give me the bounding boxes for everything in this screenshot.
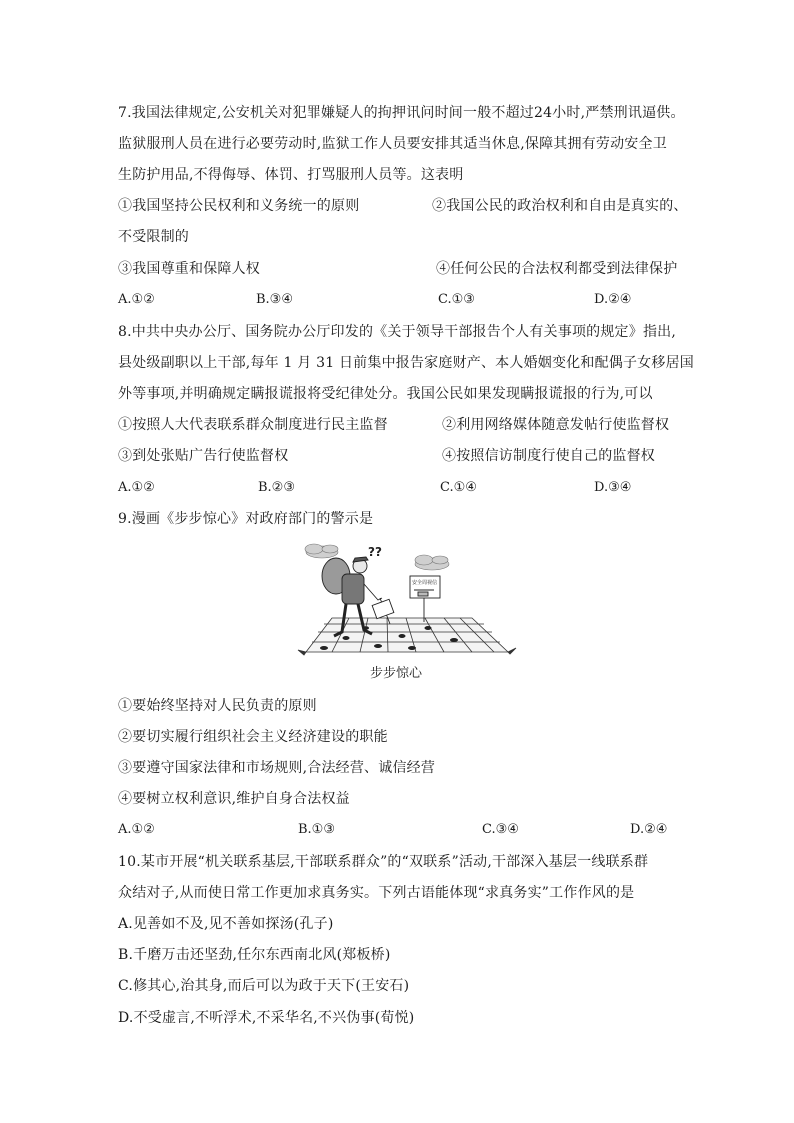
q9-option-b: B.①③ — [298, 822, 335, 837]
q7-statement-4: ④任何公民的合法权利都受到法律保护 — [436, 261, 678, 277]
cartoon-caption: 步步惊心 — [370, 666, 423, 681]
q8-stem-line2: 县处级副职以上干部,每年 1 月 31 日前集中报告家庭财产、本人婚姻变化和配偶子女移居国 — [118, 355, 694, 371]
q10-option-d: D.不受虚言,不听浮术,不采华名,不兴伪事(荀悦) — [118, 1010, 415, 1026]
q9-statement-3: ③要遵守国家法律和市场规则,合法经营、诚信经营 — [118, 760, 436, 776]
cartoon-step-by-step — [284, 540, 522, 660]
q8-option-a: A.①② — [118, 480, 155, 495]
signboard-text: 安全周视信 — [412, 580, 438, 586]
q10-stem-line1: 10.某市开展“机关联系基层,干部联系群众”的“双联系”活动,干部深入基层一线联系群 — [118, 854, 649, 870]
q7-stem-line2: 监狱服刑人员在进行必要劳动时,监狱工作人员要安排其适当休息,保障其拥有劳动安全卫 — [118, 136, 667, 152]
q7-statement-2-cont: 不受限制的 — [118, 229, 189, 245]
q9-option-c: C.③④ — [482, 822, 519, 837]
q7-stem-line3: 生防护用品,不得侮辱、体罚、打骂服刑人员等。这表明 — [118, 167, 464, 183]
minefield-grid — [298, 618, 516, 655]
q7-statement-2: ②我国公民的政治权利和自由是真实的、 — [432, 198, 688, 214]
q7-option-a: A.①② — [118, 292, 155, 307]
q8-option-c: C.①④ — [440, 480, 477, 495]
q8-stem-line3: 外等事项,并明确规定瞒报谎报将受纪律处分。我国公民如果发现瞒报谎报的行为,可以 — [118, 386, 653, 402]
q10-option-a: A.见善如不及,见不善如探汤(孔子) — [118, 916, 334, 932]
q9-statement-2: ②要切实履行组织社会主义经济建设的职能 — [118, 729, 388, 745]
q10-stem-line2: 众结对子,从而使日常工作更加求真务实。下列古语能体现“求真务实”工作作风的是 — [118, 885, 635, 901]
q8-statement-1: ①按照人大代表联系群众制度进行民主监督 — [118, 417, 388, 433]
q10-option-c: C.修其心,治其身,而后可以为政于天下(王安石) — [118, 978, 410, 994]
q7-statement-1: ①我国坚持公民权利和义务统一的原则 — [118, 198, 360, 214]
q10-option-b: B.千磨万击还坚劲,任尔东西南北风(郑板桥) — [118, 947, 391, 963]
q8-option-d: D.③④ — [594, 480, 632, 495]
q8-statement-2: ②利用网络媒体随意发帖行使监督权 — [442, 417, 670, 433]
q8-statement-3: ③到处张贴广告行使监督权 — [118, 448, 289, 464]
q7-statement-3: ③我国尊重和保障人权 — [118, 261, 260, 277]
question-bubble: ?? — [368, 545, 382, 559]
q7-stem-line1: 7.我国法律规定,公安机关对犯罪嫌疑人的拘押讯问时间一般不超过24小时,严禁刑讯逼供。 — [118, 105, 685, 121]
q9-statement-4: ④要树立权利意识,维护自身合法权益 — [118, 791, 350, 807]
cloud-icon — [305, 544, 338, 558]
q8-option-b: B.②③ — [258, 480, 295, 495]
q8-stem-line1: 8.中共中央办公厅、国务院办公厅印发的《关于领导干部报告个人有关事项的规定》指出, — [118, 324, 677, 340]
q9-statement-1: ①要始终坚持对人民负责的原则 — [118, 698, 317, 714]
q9-stem-line1: 9.漫画《步步惊心》对政府部门的警示是 — [118, 511, 374, 527]
q7-option-d: D.②④ — [594, 292, 632, 307]
q7-option-b: B.③④ — [256, 292, 293, 307]
q7-option-c: C.①③ — [438, 292, 475, 307]
cloud-icon — [415, 555, 449, 570]
q9-option-d: D.②④ — [630, 822, 668, 837]
q8-statement-4: ④按照信访制度行使自己的监督权 — [442, 448, 655, 464]
q9-option-a: A.①② — [118, 822, 155, 837]
